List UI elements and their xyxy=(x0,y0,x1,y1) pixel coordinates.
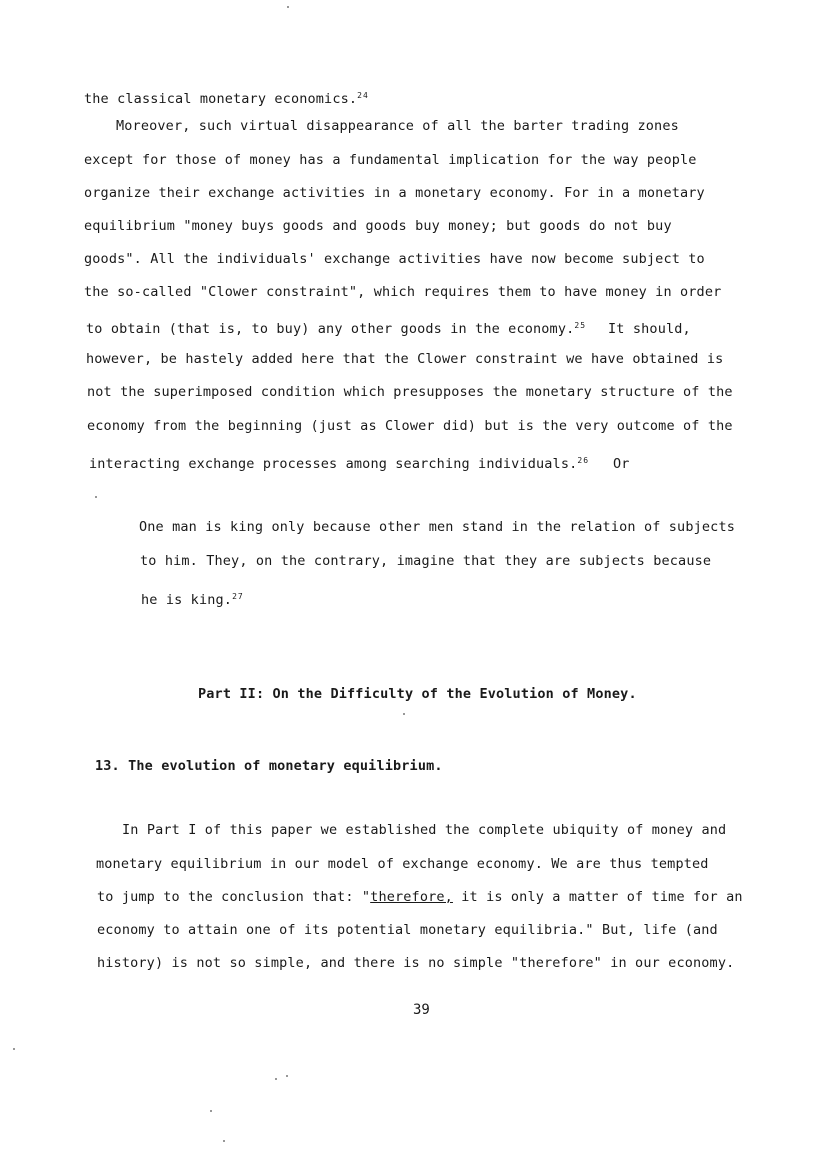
text: Or xyxy=(613,456,630,472)
body-line: the so-called "Clower constraint", which requires them to have money in order xyxy=(84,284,722,300)
page-number: 39 xyxy=(413,1002,430,1018)
section-heading: 13. The evolution of monetary equilibrium. xyxy=(95,758,443,774)
body-line: not the superimposed condition which presupposes the monetary structure of the xyxy=(87,384,733,400)
body-line: equilibrium "money buys goods and goods buy money; but goods do not buy xyxy=(84,218,672,234)
underlined-word: therefore, xyxy=(370,889,453,905)
body-line xyxy=(89,452,630,473)
body-line: Moreover, such virtual disappearance of all the barter trading zones xyxy=(116,118,679,134)
text: It should, xyxy=(608,321,691,337)
body-line: economy from the beginning (just as Clower did) but is the very outcome of the xyxy=(87,418,733,434)
body-line: monetary equilibrium in our model of exchange economy. We are thus tempted xyxy=(96,856,709,872)
scan-speck xyxy=(275,1078,277,1080)
body-line: however, be hastely added here that the Clower constraint we have obtained is xyxy=(86,351,724,367)
body-line: organize their exchange activities in a monetary economy. For in a monetary xyxy=(84,185,705,201)
text: to obtain (that is, to buy) any other goods in the economy. xyxy=(86,321,575,337)
text: interacting exchange processes among searching individuals. xyxy=(89,456,578,472)
text: the classical monetary economics. xyxy=(84,91,358,107)
body-line xyxy=(97,888,743,906)
scan-speck xyxy=(286,1075,288,1077)
scan-speck xyxy=(223,1140,225,1142)
body-line: history) is not so simple, and there is no simple "therefore" in our economy. xyxy=(97,955,735,971)
quote-line: One man is king only because other men stand in the relation of subjects xyxy=(139,519,735,535)
part-heading: Part II: On the Difficulty of the Evolution of Money. xyxy=(198,686,637,702)
text: it is only a matter of time for an xyxy=(452,889,743,905)
scan-speck xyxy=(210,1110,212,1112)
body-line xyxy=(86,317,691,338)
footnote-ref: 25 xyxy=(574,321,587,330)
scan-speck xyxy=(95,496,97,498)
body-line: economy to attain one of its potential monetary equilibria." But, life (and xyxy=(97,922,718,938)
body-line: In Part I of this paper we established the complete ubiquity of money and xyxy=(122,822,727,838)
scan-speck xyxy=(403,713,405,715)
footnote-ref: 24 xyxy=(357,91,369,100)
footnote-ref: 26 xyxy=(577,456,590,465)
body-line: except for those of money has a fundamental implication for the way people xyxy=(84,152,697,168)
scan-speck xyxy=(287,6,289,8)
body-line: goods". All the individuals' exchange activities have now become subject to xyxy=(84,251,705,267)
text: to jump to the conclusion that: " xyxy=(97,889,371,905)
body-line xyxy=(84,87,369,108)
quote-line: to him. They, on the contrary, imagine that they are subjects because xyxy=(140,553,712,569)
scan-speck xyxy=(13,1048,15,1050)
quote-line xyxy=(141,588,244,609)
footnote-ref: 27 xyxy=(232,592,244,601)
text: he is king. xyxy=(141,592,233,608)
